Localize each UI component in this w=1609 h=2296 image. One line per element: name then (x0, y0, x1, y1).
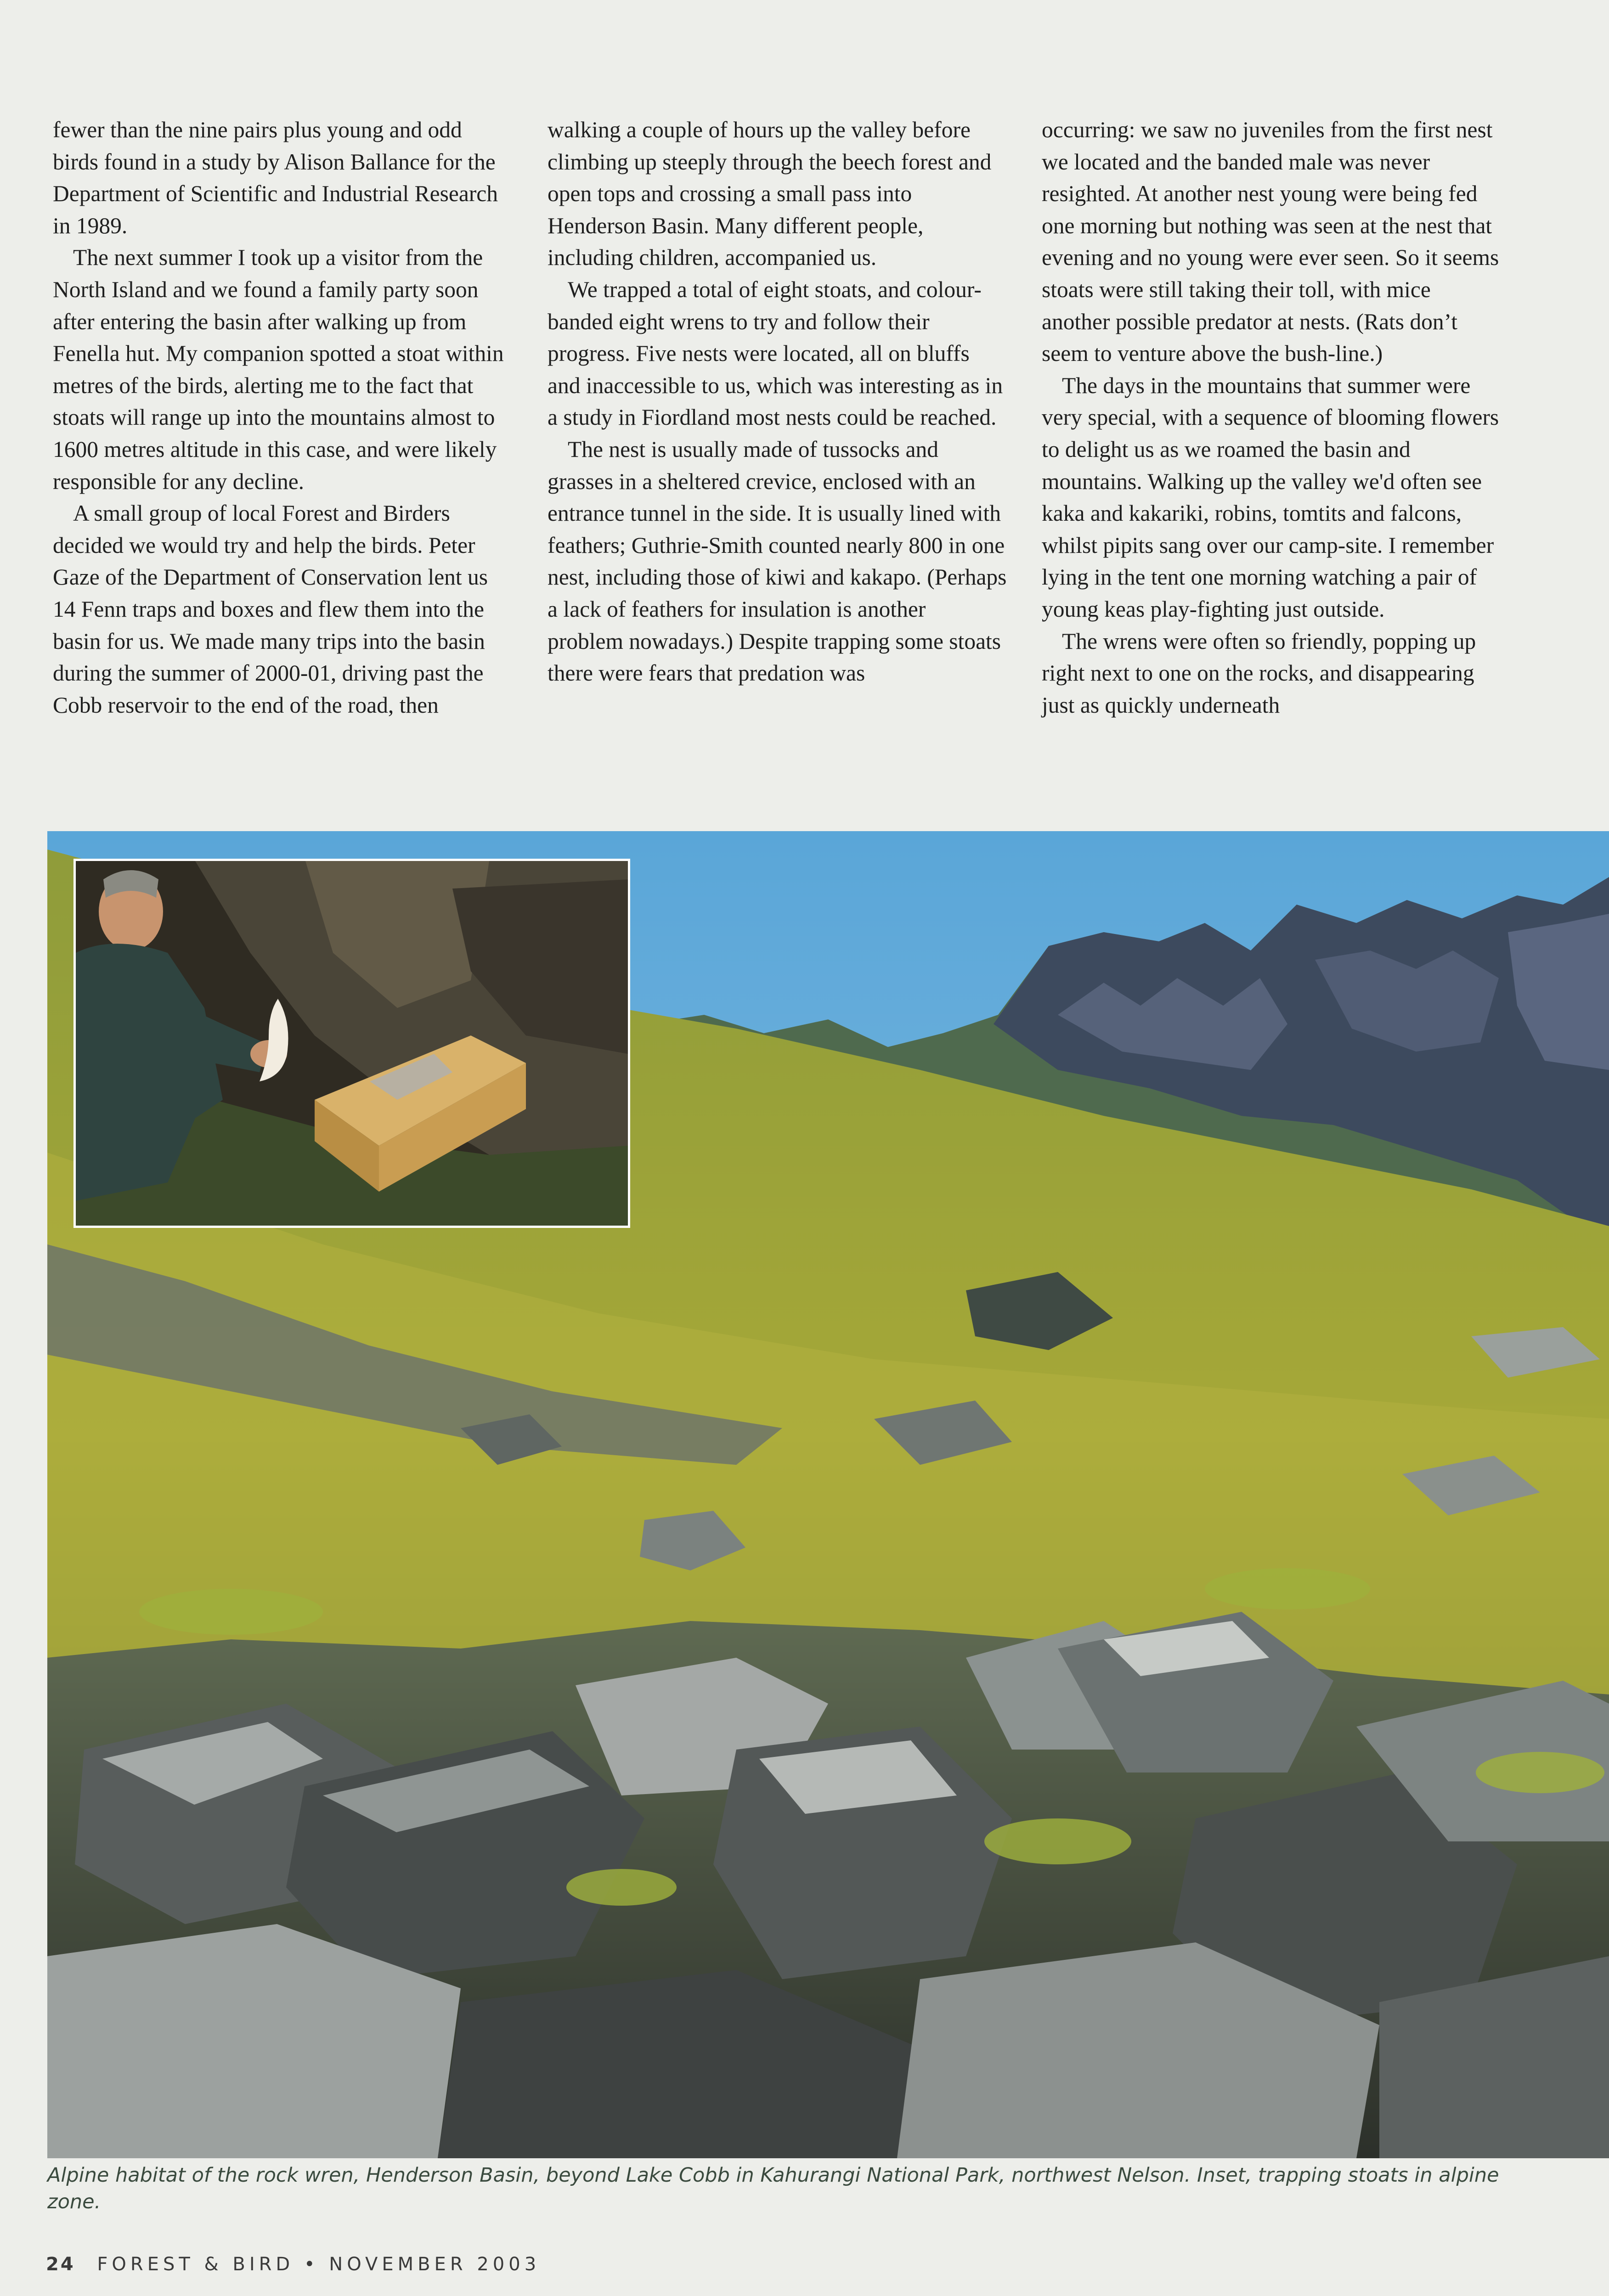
paragraph: walking a couple of hours up the valley before climbing up steeply through the beech forest and open tops and crossing a small pass into Henderson Basin. Many different people, including children, accompanied us. (548, 117, 992, 270)
paragraph: occurring: we saw no juveniles from the first nest we located and the banded male was never resighted. At another nest young were being fed one morning but nothing was seen at the nest that evening and no young were ever seen. So it seems stoats were still taking their toll, with mice another possible predator at nests. (Rats don’t seem to venture above the bush-line.) (1042, 117, 1499, 366)
paragraph: The days in the mountains that summer were very special, with a sequence of blooming flowers to delight us as we roamed the basin and mountains. Walking up the valley we'd often see kaka and kakariki, robins, tomtits and falcons, whilst pipits sang over our camp-site. I remember lying in the tent one morning watching a pair of young keas play-fighting just outside. (1042, 372, 1499, 622)
paragraph: The wrens were often so friendly, popping up right next to one on the rocks, and disappearing just as quickly underneath (1042, 628, 1476, 718)
magazine-name: FOREST & BIRD (97, 2254, 294, 2275)
footer-separator: • (304, 2254, 319, 2275)
issue-date: NOVEMBER 2003 (329, 2254, 541, 2275)
article-column-3 (1042, 114, 1501, 721)
page-footer (46, 2254, 540, 2275)
article-column-2 (548, 114, 1007, 689)
page-number: 24 (46, 2254, 75, 2275)
photo-caption: Alpine habitat of the rock wren, Henderson Basin, beyond Lake Cobb in Kahurangi National Park, northwest Nelson. Inset, trapping stoats in alpine zone. (47, 2164, 1499, 2213)
paragraph: fewer than the nine pairs plus young and odd birds found in a study by Alison Ballance for the Department of Scientific and Industrial Research in 1989. (53, 117, 498, 238)
inset-photo-trapping-stoats (73, 859, 630, 1228)
article-column-1 (53, 114, 512, 721)
paragraph: The next summer I took up a visitor from the North Island and we found a family party soon after entering the basin after walking up from Fenella hut. My companion spotted a stoat within metres of the birds, alerting me to the fact that stoats will range up into the mountains almost to 1600 metres altitude in this case, and were likely responsible for any decline. (53, 245, 504, 494)
paragraph: A small group of local Forest and Birders decided we would try and help the birds. Peter Gaze of the Department of Conservation lent us 14 Fenn traps and boxes and flew them into the basin for us. We made many trips into the basin during the summer of 2000-01, driving past the Cobb reservoir to the end of the road, then (53, 501, 488, 718)
paragraph: The nest is usually made of tussocks and grasses in a sheltered crevice, enclosed with an entrance tunnel in the side. It is usually lined with feathers; Guthrie-Smith counted nearly 800 in one nest, including those of kiwi and kakapo. (Perhaps a lack of feathers for insulation is another problem nowadays.) Despite trapping some stoats there were fears that predation was (548, 436, 1007, 686)
paragraph: We trapped a total of eight stoats, and colour-banded eight wrens to try and follow their progress. Five nests were located, all on bluffs and inaccessible to us, which was interesting as in a study in Fiordland most nests could be reached. (548, 276, 1003, 430)
